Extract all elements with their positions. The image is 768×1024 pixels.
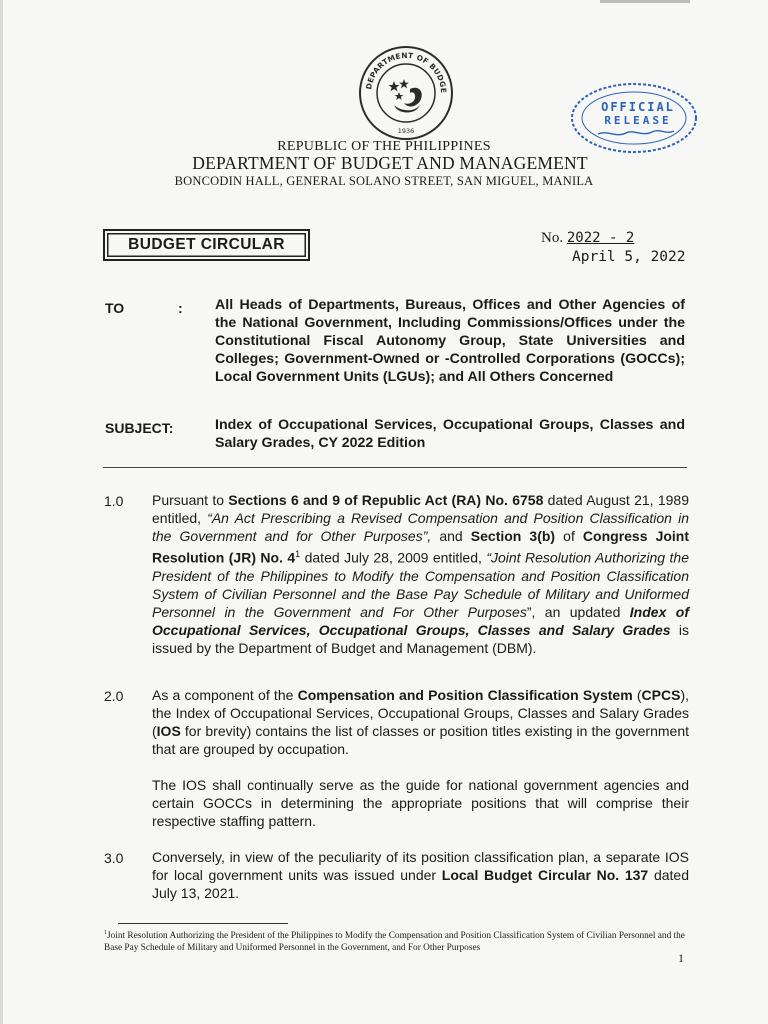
s1-text: Pursuant to: [152, 492, 229, 508]
s2-cpcs-abbr: CPCS: [641, 687, 681, 703]
seal-year: 1936: [397, 127, 415, 135]
s2-cpcs-title: Compensation and Position Classification System: [297, 687, 633, 703]
circular-date: April 5, 2022: [572, 249, 686, 265]
section-3-number: 3.0: [104, 850, 124, 866]
s1-text: dated July 28, 2009 entitled,: [300, 549, 487, 566]
s3-lbc-ref: Local Budget Circular No. 137: [441, 867, 649, 883]
header-republic: REPUBLIC OF THE PHILIPPINES: [277, 139, 491, 154]
s2-text: As a component of the: [152, 687, 298, 703]
circular-no-value: 2022 - 2: [566, 230, 635, 246]
subject-text: Index of Occupational Services, Occupational Groups, Classes and Salary Grades, CY 2022 Edition: [215, 417, 685, 451]
section-1-number: 1.0: [104, 493, 124, 509]
stamp-line2: RELEASE: [604, 114, 672, 127]
section-2-number: 2.0: [104, 688, 124, 704]
footnote-marker: 1: [295, 549, 301, 559]
s3-text: dated July 13, 2021.: [152, 867, 689, 901]
section-2-paragraph-2: The IOS shall continually serve as the guide for national government agencies and certain GOCCs in determining the appropriate positions that will comprise their respective staffing pattern.: [152, 777, 689, 829]
dbm-seal: [358, 45, 454, 141]
to-addressees: All Heads of Departments, Bureaus, Offices and Other Agencies of the National Government, Including Commissions/Offices under the Constitutional Fiscal Autonomy Group, State Universities and Colleges; Government-Owned or -Controlled Corporations (GOCCs); Local Government Units (LGUs); and All Others Concerned: [215, 297, 685, 385]
s2-ios-abbr: IOS: [156, 723, 181, 739]
scan-mark: [600, 0, 690, 3]
s1-text: and: [431, 528, 471, 544]
footnote: [104, 927, 694, 954]
section-3-paragraph: [152, 848, 689, 902]
s1-ra-title: “An Act Prescribing a Revised Compensation and Position Classification in the Government and for Other Purposes”,: [152, 510, 689, 544]
s2-text: for brevity) contains the list of classes or position titles existing in the government that are grouped by occupation.: [152, 723, 689, 757]
circular-number: [541, 230, 634, 247]
footnote-text: Joint Resolution Authorizing the President of the Philippines to Modify the Compensation and Position Classification System of Civilian Personnel and the Base Pay Schedule of Military and Uniformed Personnel in the Government, and For Other Purposes: [104, 931, 685, 954]
s3-text: Conversely, in view of the peculiarity of its position classification plan, a separate IOS for local government units was issued under: [152, 849, 689, 883]
header-address: BONCODIN HALL, GENERAL SOLANO STREET, SAN MIGUEL, MANILA: [174, 174, 594, 188]
s1-text: dated August 21, 1989 entitled,: [152, 492, 689, 526]
s1-ios-title: Index of Occupational Services, Occupational Groups, Classes and Salary Grades: [152, 603, 689, 638]
s1-jr-title: “Joint Resolution Authorizing the President of the Philippines to Modify the Compensation and Position Classification System of Civilian Personnel and the Base Pay Schedule of Military and Uniformed Personnel in the Government and For Other Purposes: [152, 549, 689, 620]
divider: [103, 467, 687, 468]
seal-text: DEPARTMENT OF BUDGE: [364, 50, 449, 94]
budget-circular-label: BUDGET CIRCULAR: [103, 229, 310, 261]
s1-text: is issued by the Department of Budget and Management (DBM).: [152, 621, 689, 656]
s1-section-ref: Section 3(b): [470, 528, 556, 544]
section-2-paragraph: [152, 686, 689, 758]
s2-text: (: [632, 687, 642, 703]
subject-label: SUBJECT:: [105, 420, 174, 436]
s2-text: ), the Index of Occupational Services, Occupational Groups, Classes and Salary Grades (: [152, 687, 689, 739]
s1-ra-ref: Sections 6 and 9 of Republic Act (RA) No. 6758: [228, 492, 544, 508]
section-1-paragraph: [152, 491, 689, 657]
to-colon: :: [178, 300, 183, 316]
page-number: 1: [678, 951, 684, 965]
s1-text: ”, an updated: [526, 603, 630, 620]
footnote-mark: 1: [104, 930, 107, 936]
footnote-rule: [118, 923, 288, 924]
s1-jr-ref: Congress Joint Resolution (JR) No. 4: [152, 528, 690, 566]
to-label: TO: [105, 300, 125, 316]
seal-icon: [358, 45, 454, 141]
circular-no-label: No.: [541, 230, 564, 246]
stamp-line1: OFFICIAL: [601, 100, 675, 114]
header-department: DEPARTMENT OF BUDGET AND MANAGEMENT: [192, 153, 588, 173]
s1-text: of: [555, 528, 583, 544]
